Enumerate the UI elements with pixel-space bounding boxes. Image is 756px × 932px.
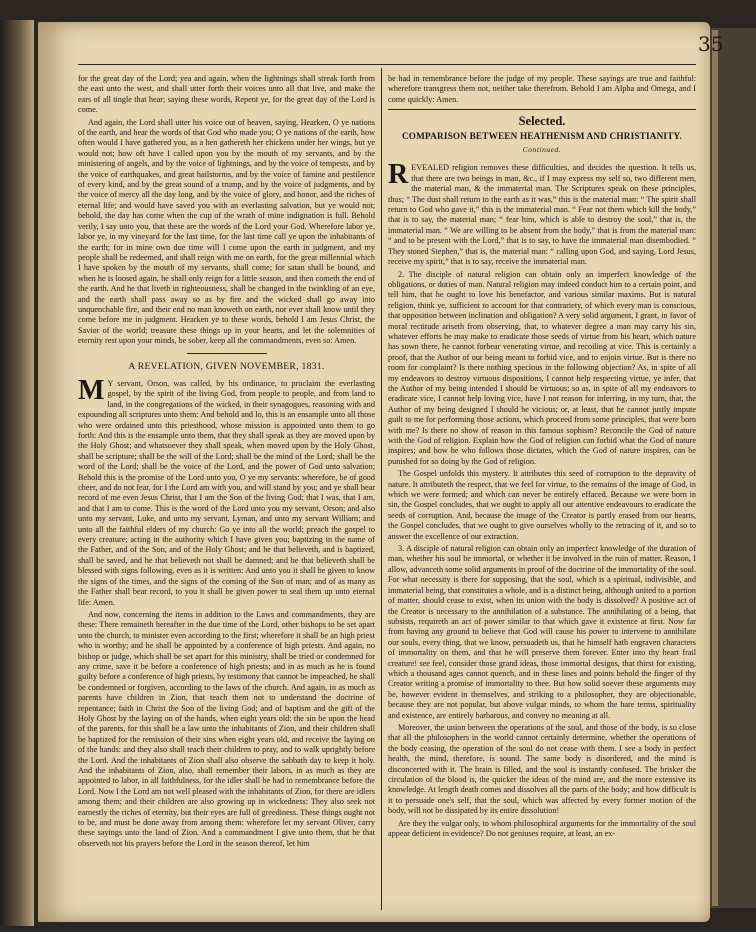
header-rule: [78, 64, 696, 65]
body-paragraph: Are they the vulgar only, to whom philosophical arguments for the immortality of the soul appear deficient in evidence? Do not geniuses require, at least, an ex-: [388, 818, 696, 839]
revelation-heading: A REVELATION, GIVEN NOVEMBER, 1831.: [128, 360, 325, 372]
drop-cap: M: [78, 374, 105, 406]
body-paragraph: The Gospel unfolds this mystery. It attributes this seed of corruption to the depravity of nature. It attributeth the respect, that we feel for virtue, to the remains of the image of God, in which we were formed; and which can never be entirely effaced. Because we were born in sin, the Gospel concludes, that we ought to apply all our attentive endeavours to eradicate the seeds of corruption. And, because the image of the Creator is partly erased from our hearts, the Gospel concludes, that we ought to give ourselves wholly to the retracing of it, and so to answer the excellence of our extraction.: [388, 469, 696, 541]
body-paragraph: [78, 374, 375, 608]
facing-page-edge: [0, 20, 34, 926]
body-paragraph: be had in remembrance before the judge of my people. These sayings are true and faithful: wherefore transgress them not, neither take therefrom. Behold I am Alpha and Omega, and I come quickly: Amen.: [388, 74, 696, 104]
paragraph-text: Y servant, Orson, was called, by his ordinance, to proclaim the everlasting gospel, by the spirit of the living God, from people to people, and from land to land, in the congregations of the wicked, in their synagogues, reasoning with and expounding all scriptures unto them: And behold and lo, this is an ensample unto all those who were ordained unto this priesthood, whose mission is appointed unto them to go forth: And this is the ensample unto them, that they shall speak as they are moved upon by the Holy Ghost; and whatsoever they shall speak, when moved upon by the Holy Ghost, shall be scripture; shall be the will of the Lord; shall be the mind of the Lord; shall be the word of the Lord; shall be the voice of the Lord, and the power of God unto salvation; Behold this is the promise of the Lord unto you, O ye my servants: wherefore, be of good cheer, and do not fear, for I the Lord am with you, and will stand by you; and ye shall bear record of me even Jesus Christ, that I am the Son of the living God; that I was, that I am, and that I am to come. This is the word of the Lord unto you my servant, Orson; and also unto my servant, Luke, and unto my servant, Lyman, and unto my servant William; and unto all the faithful elders of my church: Go ye into all the world; preach the gospel to every creature; acting in the authority which I have given you; baptizing in the name of the Father, and of the Son, and of the Holy Ghost; and he that believeth, and is baptized, shall be saved, and he that believeth not shall be damned; and he that believeth shall be blessed with signs following, even as it is written: And unto you it shall be given to know the signs of the times, and the signs of the coming of the Son of man; and of as many as the Father shall bear record, to you it shall be given power to seal them up unto eternal life: Amen.: [78, 378, 375, 607]
selected-heading: Selected.: [518, 114, 566, 129]
drop-cap: R: [388, 159, 409, 191]
section-rule: [187, 353, 267, 354]
continued-label: Continued.: [522, 145, 562, 155]
body-paragraph: [388, 159, 696, 267]
body-paragraph: Moreover, the union between the operations of the soul, and those of the body, is so close that all the philosophers in the world cannot certainly determine, whether the operations of the body ceasing, the operation of the soul do not cease with them. I see a body in perfect health, the mind, therefore, is sound. The same body is disordered, and the mind is disconcerted with it. The brain is filled, and the soul is instantly confused. The brisker the circulation of the blood is, the quicker the ideas of the mind are, and the more extensive its knowledge. At length death comes and dissolves all the parts of the body; and how difficult is it to persuade one's self, that the soul, which was affected by every former motion of the body, will not be dissipated by its entire dissolution!: [388, 722, 696, 816]
paragraph-text: EVEALED religion removes these difficulties, and decides the question. It tells us, that there are two beings in man, &c., if I may express my self so, two different men, the material man, & the immaterial man. The Scriptures speak on these principles, thus; “ The dust shall return to the earth as it was,” this is the material man: “ The spirit shall return to God who gave it,” this is the immaterial man. “ Fear not them which kill the body,” that is to say, the material man; “ fear him, which is able to destroy the soul,” that is, the immaterial man. “ We are willing to be absent from the body,” that is from the material man: “ and to be present with the Lord,” that is to say, to have the immaterial man disembodied. “ They stoned Stephen,” that is, the material man: “ calling upon God, and saying, Lord Jesus, receive my spirit,” that is to say, receive the immaterial man.: [388, 163, 696, 267]
body-paragraph: 2. The disciple of natural religion can obtain only an imperfect knowledge of the obligations, or duties of man. Natural religion may indeed conduct him to a certain point, and tell him, that he ought to love his benefactor, and various similar maxims. But is natural religion, think ye, sufficient to account for that contrariety, of which every man is conscious, that opposition between inclination and obligation? A very solid argument, I grant, in favor of moral rectitude ariseth from observing, that, to whatever degree a man may carry his sin, whatever efforts he may make to eradicate those seeds of virtue from his heart, which nature has sown there, he cannot forbear venerating virtue, and recoiling at vice. This is certainly a proof, that the Author of our being meant to forbid vice, and to enjoin virtue. But is there no room for complaint? Is there nothing specious in the following objection? As, in spite of all my endeavors to destroy virtuous dispositions, I cannot help respecting virtue, ye infer, that the Author of my being intended I should be virtuous; so as, in spite of all my endeavors to eradicate vice, I cannot help loving vice, have I not reason for inferring, in my turn, that, the Author of my being designed I should be vicious; or, at least, that he cannot justly impute guilt to me for performing those actions, which proceed from some principles, that were born with me? Is there no show of reason in this famous sophism? Reconcile the God of nature with the God of religion. Explain how the God of religion can forbid what the God of nature inspires; and how he who follows those dictates, which the God of nature inspires, can be punished for so doing by the God of religion.: [388, 269, 696, 466]
article-title: COMPARISON BETWEEN HEATHENISM AND CHRISTIANITY.: [401, 130, 683, 141]
body-paragraph: And again, the Lord shall utter his voice out of heaven, saying, Hearken, O ye nations of the earth, and hear the words of that God who made you; O ye nations of the earth, how often would I have gathered you, as a hen gathereth her chickens under her wings, but ye would not; how oft have I called upon you by the mouth of my servants, and by the ministering of angels, and by the voice of lightnings, and by the voice of tempests, and by the voice of earthquakes, and great hailstorms, and by the voice of famine and pestilence of every kind, and by the great sound of a trump, and by the voice of judgments, and by the voice of mercy all the day long, and by the voice of glory, and honor, and the riches of eternal life; and would have saved you with an everlasting salvation, but ye would not; behold, the day has come when the cup of the wrath of mine indignation is full. Behold verily, I say unto you, that these are the words of the Lord your God. Wherefore labor ye, labor ye, in my vineyard for the last time, for the last time call ye upon the inhabitants of the earth; for in mine own due time will I come upon the earth in judgment, and my people shall be redeemed, and shall reign with me on earth, for the great millennial which I have spoken by the mouth of my servants, shall come; for satan shall be bound, and when he is loosed again, he shall only reign for a little season, and then cometh the end of the earth. And he that liveth in righteousness, shall be changed in the twinkling of an eye, and the earth shall pass away so as by fire and the wicked shall go away into unquenchable fire, and their end no man knoweth on earth, nor ever shall know until they come before me in judgment. Hearken ye to these words, behold I am Jesus Christ, the Savior of the world; treasure these things up in your hearts, and let the solemnities of eternity rest upon your minds, be sober, keep all the commandments, even so: Amen.: [78, 117, 375, 346]
right-column: [388, 74, 696, 841]
body-paragraph: 3. A disciple of natural religion can obtain only an imperfect knowledge of the duration of man, whether his soul be immortal, or whether it be involved in the ruin of matter. Reason, I allow, advanceth some solid arguments in proof of the doctrine of the immortality of the soul. For what necessity is there for supposing, that the soul, which is a spiritual, indivisible, and immaterial being, that constitutes a whole, and is a distinct being, although united to a portion of matter, should cease to exist, when its union with the body is dissolved? A positive act of the Creator is necessary to the annihilation of a substance. The annihilating of a being, that subsists, requireth an act of power similar to that which gave it existence at first. Now far from having any ground to believe that God will cause his power to intervene to annihilate our souls, every thing, that we know, persuadeth us, that he himself hath engraven characters of immortality on them, and that he will preserve them forever. Enter into thy heart frail creature! see feel, consider those grand ideas, those immortal designs, that thirst for existing, which a thousand ages cannot quench, and in these lines and points behold the finger of thy Creator writing a promise of immortality to thee. But how solid soever these arguments may be, however evident in themselves, and striking to a philosopher, they are objectionable, because they are not popular, but above vulgar minds, to whom the bare terms, spirituality and existence, are entirely barbarous, and convey no meaning at all.: [388, 544, 696, 720]
column-divider: [381, 68, 382, 910]
body-paragraph: And now, concerning the items in addition to the Laws and commandments, they are these: There remaineth hereafter in the due time of the Lord, other bishops to be set apart unto the church, to minister even according to the first; wherefore it shall be an high priest who is worthy; and he shall be appointed by a conference of high priests. And again, no bishop or judge, which shall be set apart for this ministry, shall be tried or condemned for any crime, save it be before a conference of high priests; and in as much as he is found guilty before a conference of high priests, by testimony that cannot be impeached, he shall be condemned or forgiven, according to the laws of the church. And again, in as much as parents have children in Zion, that teach them not to understand the doctrine of repentance; faith in Christ the Son of the living God; and of baptism and the gift of the Holy Ghost by the laying on of the hands, when eight years old: the sin be upon the head of the parents, for this shall be a law unto the inhabitants of Zion, and their children shall be baptized for the remission of their sins when eight years old, and receive the laying on of the hands: and they also shall teach their children to pray, and to walk uprightly before the Lord. And the inhabitants of Zion shall also observe the sabbath day to keep it holy. And the inhabitants of Zion, also, shall remember their labors, in as much as they are appointed to labor, in all faithfulness, for the idler shall be had in remembrance before the Lord. Now I the Lord am not well pleased with the inhabitants of Zion, for there are idlers among them; and their children are also growing up in wickedness: They also seek not earnestly the riches of eternity, but their eyes are full of greediness. These things ought not to be, and must be done away from among them: wherefore let my servant Oliver, carry these sayings unto the land of Zion. And a commandment I give unto them, that he that observeth not his prayers before the Lord in the season thereof, let him: [78, 609, 375, 848]
section-rule: [388, 109, 696, 110]
left-column: [78, 74, 375, 851]
body-paragraph: for the great day of the Lord; yea and again, when the lightnings shall streak forth from the east unto the west, and shall utter forth their voices unto all that live, and make the ears of all tingle that hear; saying these words, Repent ye, for the great day of the Lord is come.: [78, 74, 375, 115]
page-number: 35: [698, 32, 724, 56]
